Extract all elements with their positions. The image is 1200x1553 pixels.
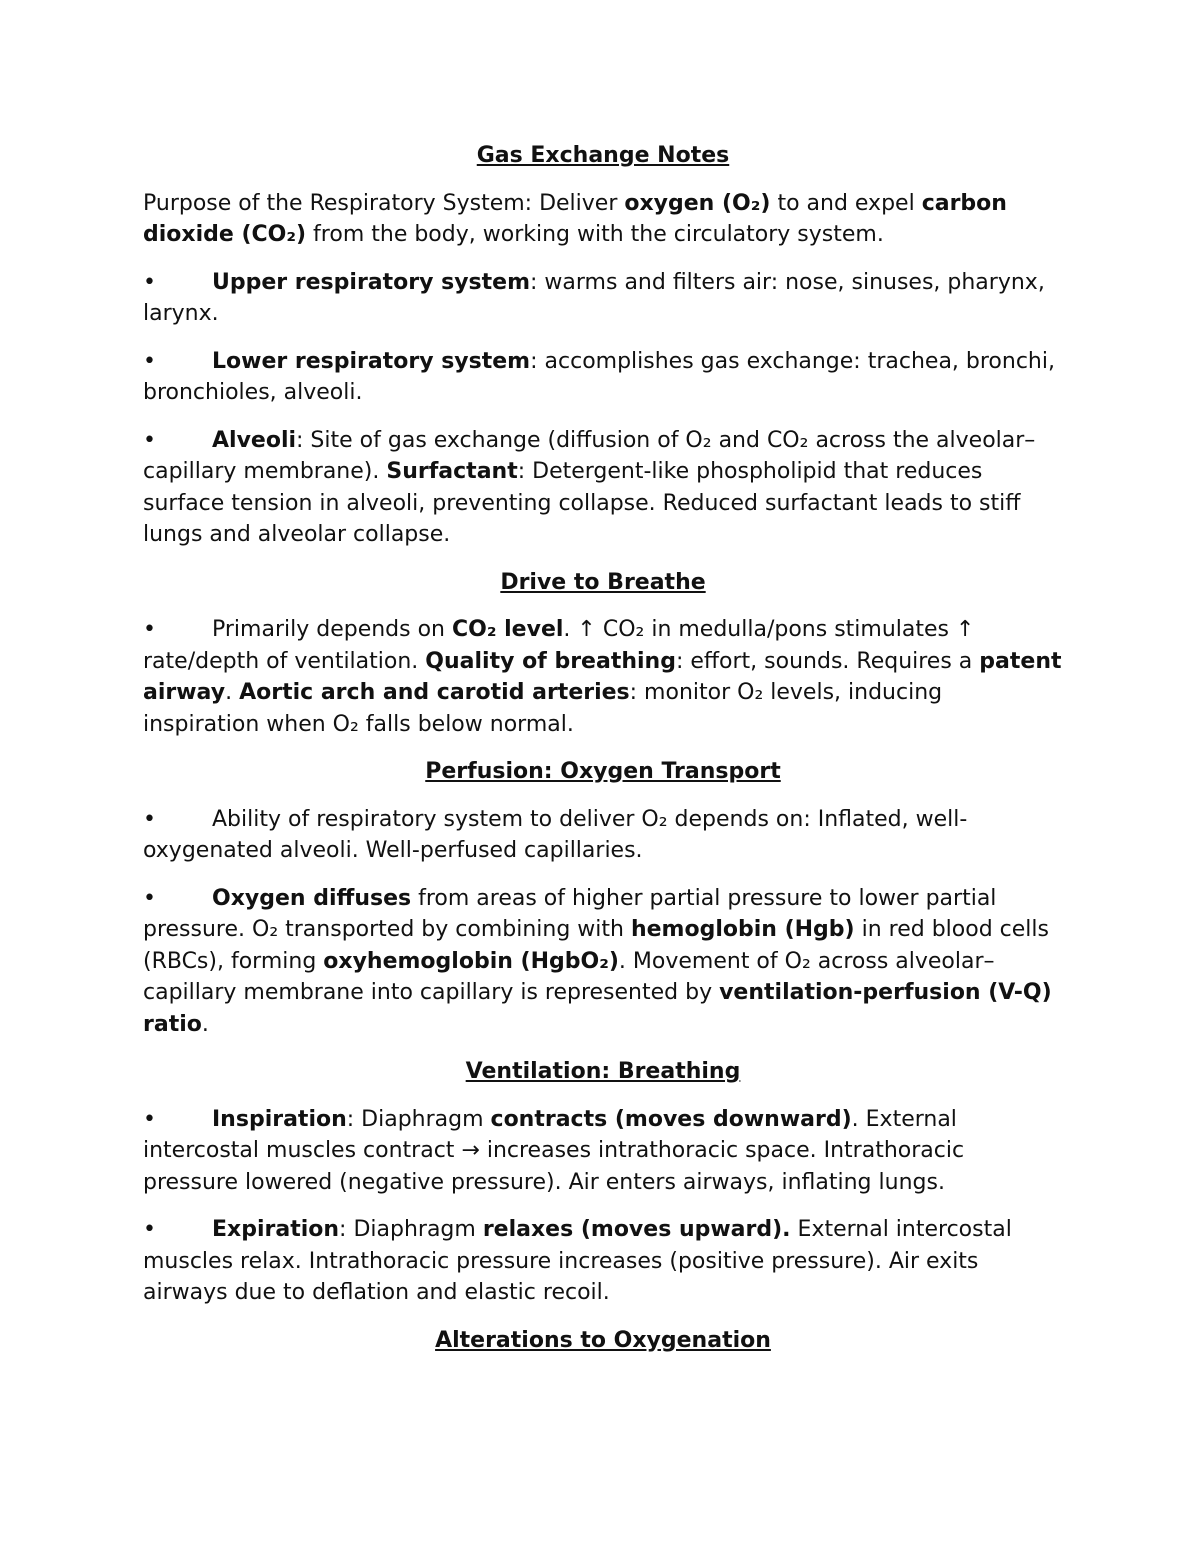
bold-term: Quality of breathing [425,648,676,674]
section-heading-perfusion: Perfusion: Oxygen Transport [425,759,781,784]
text-run: : monitor O₂ levels, inducing inspiration when O₂ falls below normal. [143,680,943,737]
text-run: : effort, sounds. Requires a [675,648,980,674]
drive-bullet-list [143,614,1063,740]
bullet-item [143,804,1063,867]
text-run: . Movement of O₂ across alveolar–capillary membrane into capillary is represented by [143,948,995,1005]
bold-term: Upper respiratory system [212,269,531,295]
bold-term: hemoglobin (Hgb) [630,917,855,942]
bullet-item [143,1104,1063,1199]
text-run: Ability of respiratory system to deliver O₂ depends on: Inflated, well-oxygenated alveoli. Well-perfused capillaries. [143,806,968,863]
bullet-item [143,883,1063,1041]
text-run: : warms and filters air: nose, sinuses, pharynx, larynx. [143,269,1045,326]
ventilation-bullet-list [143,1104,1063,1309]
purpose-paragraph [143,188,1063,251]
bullet-marker: • [143,617,156,642]
text-run: . [201,1011,209,1037]
bold-term: Lower respiratory system [212,348,531,374]
bold-term: CO₂ level [452,617,564,642]
bold-term: Alveoli [212,427,297,453]
bullet-marker: • [143,806,156,832]
section-heading-ventilation: Ventilation: Breathing [465,1059,741,1084]
text-run: External intercostal muscles relax. Intrathoracic pressure increases (positive pressure). Air exits airways due to deflation and elastic recoil. [143,1217,1012,1305]
bullet-item [143,425,1063,551]
bullet-item [143,614,1063,740]
section-heading-drive-to-breathe: Drive to Breathe [500,569,706,595]
bullet-item [143,267,1063,330]
document-title: Gas Exchange Notes [476,143,730,168]
bullet-marker: • [143,1217,156,1242]
section-heading-alterations: Alterations to Oxygenation [435,1327,771,1353]
bullet-marker: • [143,1106,156,1132]
bold-term: Oxygen diffuses [212,885,412,911]
text-run: in red blood cells (RBCs), forming [143,917,1049,974]
bold-term: Inspiration [212,1106,347,1132]
text-run: : Diaphragm [339,1217,483,1242]
text-run: : accomplishes gas exchange: trachea, bronchi, bronchioles, alveoli. [143,348,1055,405]
document-page [143,140,1063,1372]
bullet-item [143,346,1063,409]
bold-term: ventilation-perfusion (V-Q) ratio [143,980,1052,1037]
bold-term: oxygen (O₂) [624,190,771,216]
perfusion-bullet-list [143,804,1063,1041]
text-run: from the body, working with the circulatory system. [306,222,884,247]
text-run: : Detergent-like phospholipid that reduces surface tension in alveoli, preventing collapse. Reduced surfactant leads to stiff lungs and alveolar collapse. [143,459,1021,547]
text-run: : Site of gas exchange (diffusion of O₂ and CO₂ across the alveolar–capillary membrane). [143,427,1036,484]
bullet-marker: • [143,269,156,295]
bold-term: contracts (moves downward) [490,1106,852,1132]
bold-term: patent airway [143,648,1062,705]
text-run: Purpose of the Respiratory System: Deliver [143,190,625,216]
text-run: . [225,680,240,705]
text-run: from areas of higher partial pressure to lower partial pressure. O₂ transported by combining with [143,885,997,942]
bullet-marker: • [143,885,156,911]
bold-term: carbon dioxide (CO₂) [143,190,1007,247]
bold-term: oxyhemoglobin (HgbO₂) [323,948,619,974]
text-run: . ↑ CO₂ in medulla/pons stimulates ↑ rate/depth of ventilation. [143,617,975,674]
text-run: . External intercostal muscles contract → increases intrathoracic space. Intrathoracic pressure lowered (negative pressure). Air enters airways, inflating lungs. [143,1106,965,1195]
bold-term: Expiration [212,1217,340,1242]
bullet-marker: • [143,348,156,374]
bullet-marker: • [143,427,156,453]
bullet-item [143,1214,1063,1309]
text-run: Primarily depends on [212,617,452,642]
bold-term: Aortic arch and carotid arteries [239,680,630,705]
intro-bullet-list [143,267,1063,551]
bold-term: Surfactant [386,459,518,484]
text-run: to and expel [770,190,922,216]
text-run: : Diaphragm [346,1106,491,1132]
bold-term: relaxes (moves upward). [482,1217,791,1242]
